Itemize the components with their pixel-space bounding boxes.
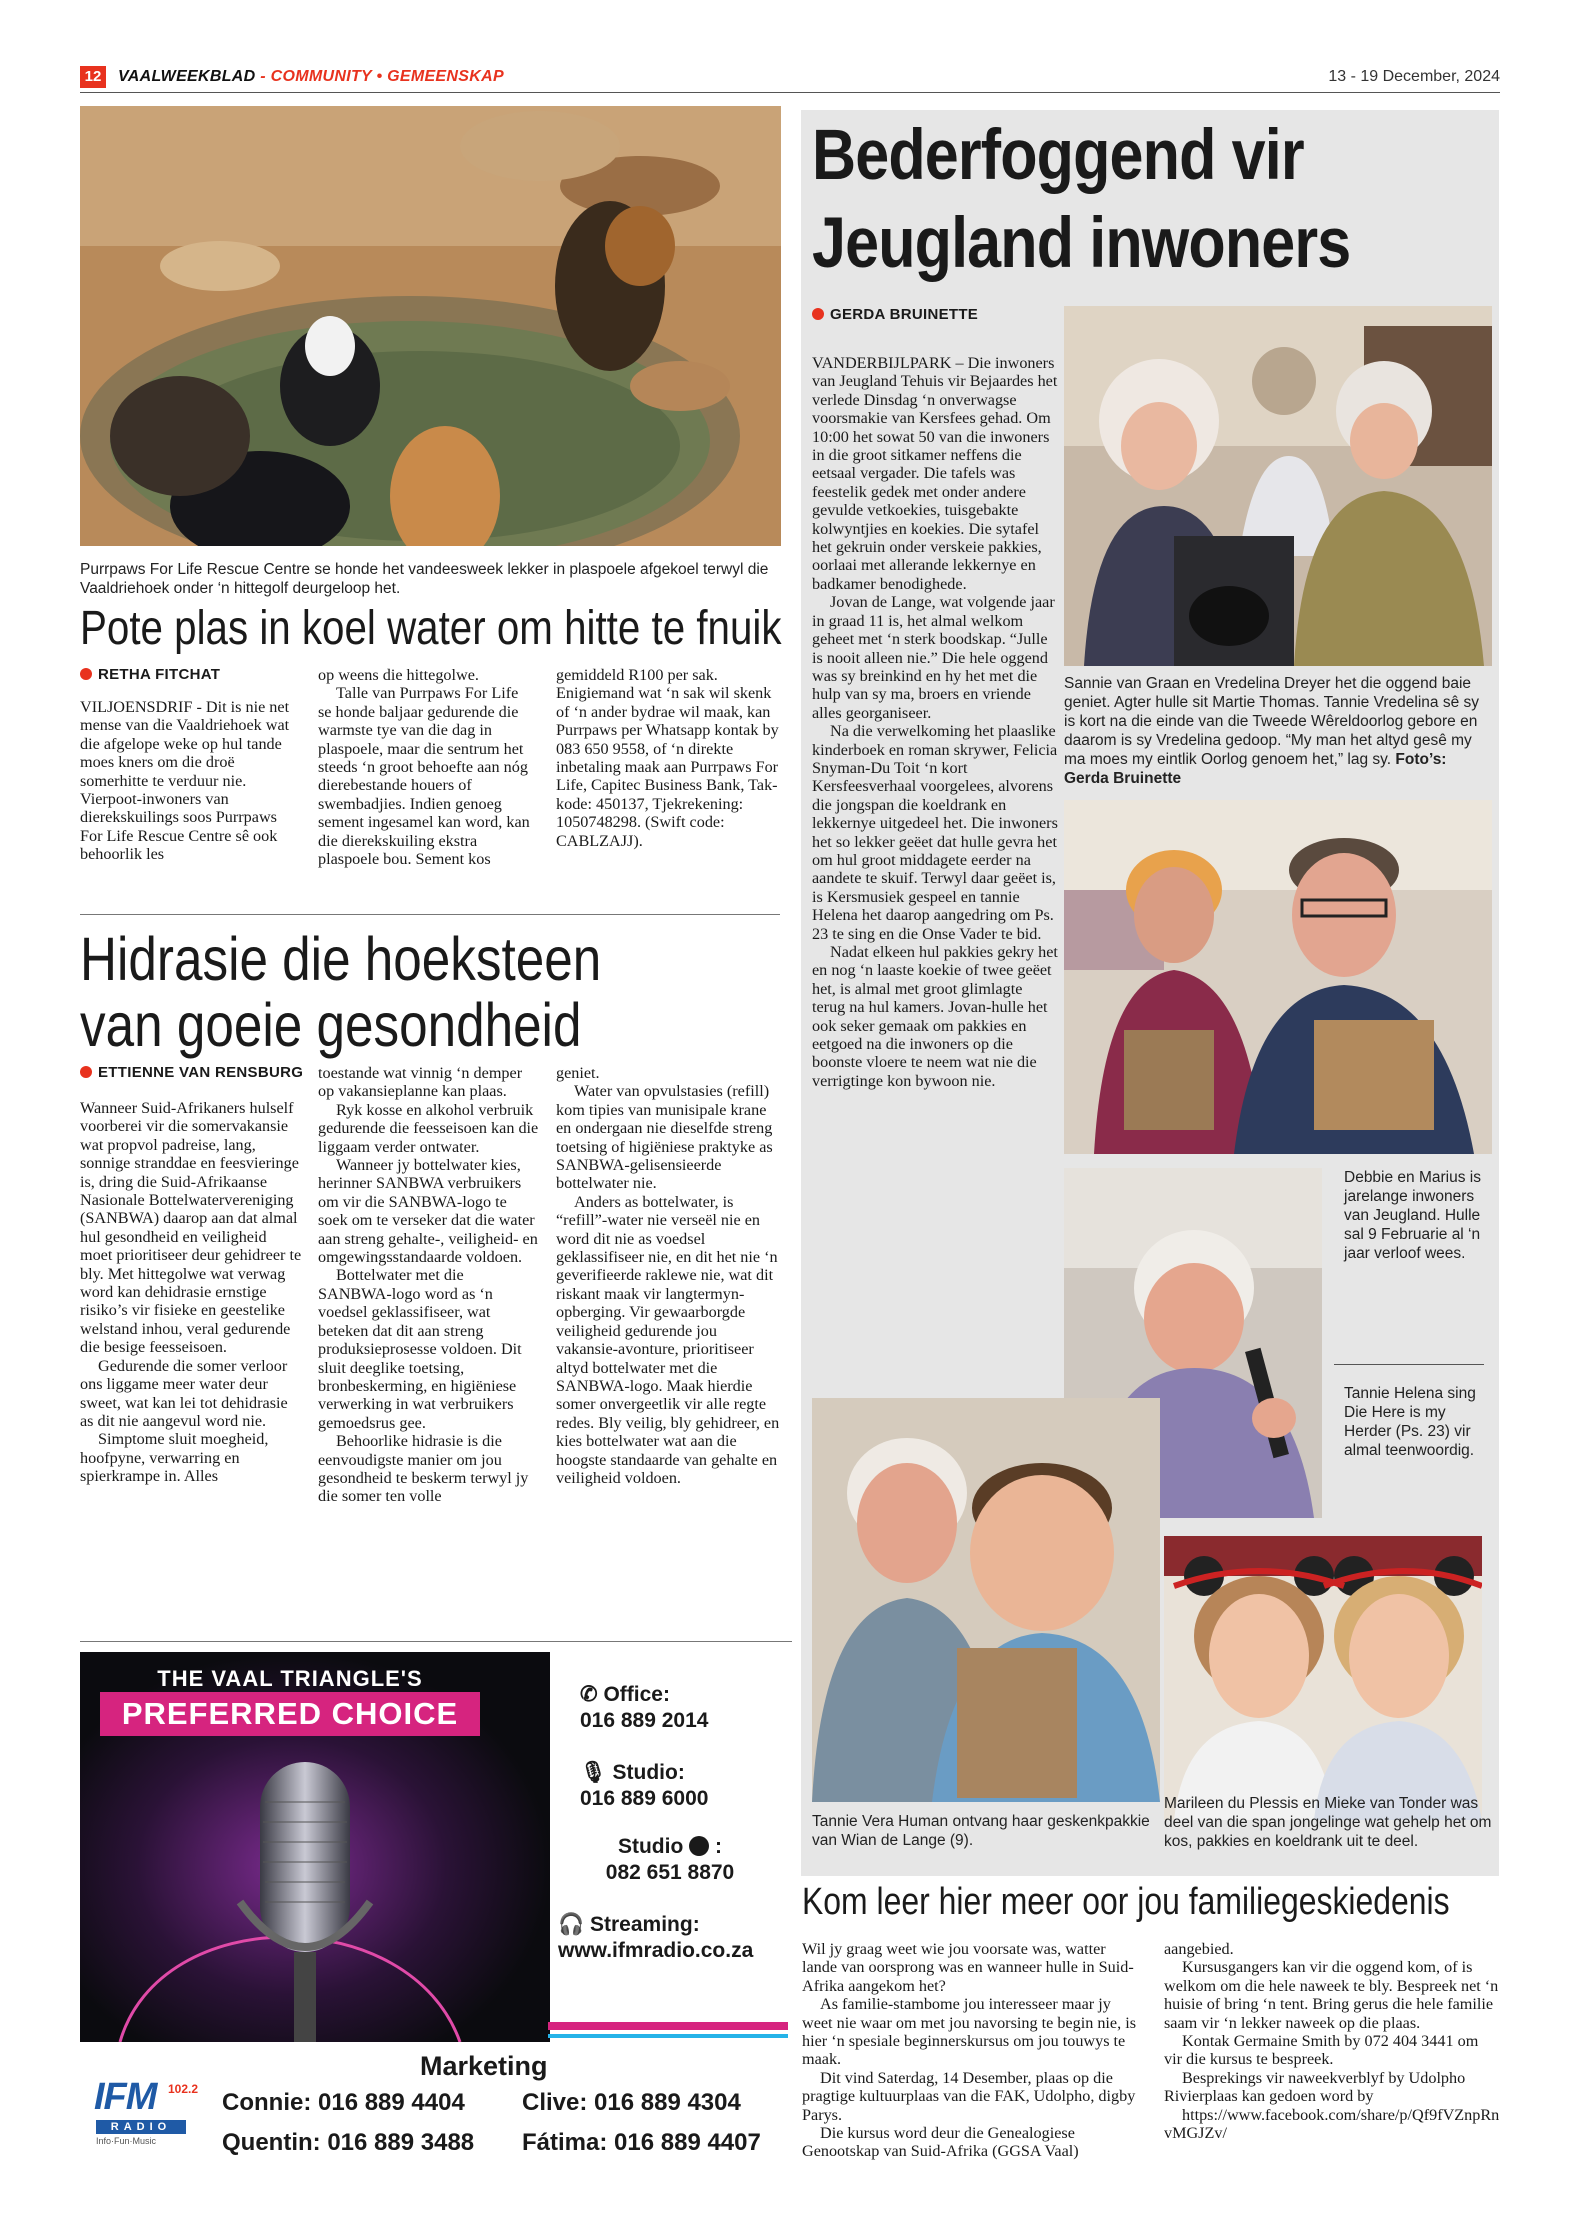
logo-radio: RADIO (96, 2120, 186, 2134)
genealogy-headline: Kom leer hier meer oor jou familiegeskiedenis (802, 1881, 1450, 1923)
marileen-mieke-photo (1164, 1536, 1482, 1820)
logo-wordmark: IFM (94, 2076, 157, 2118)
studio-number: 016 889 6000 (580, 1787, 709, 1810)
ifm-logo (88, 2072, 208, 2152)
jeugland-headline: Bederfoggend vir Jeugland inwoners (812, 116, 1351, 283)
advert-pink-bar (548, 2022, 788, 2030)
dogs-headline: Pote plas in koel water om hitte te fnuik (80, 602, 782, 655)
residents-photo-caption: Sannie van Graan en Vredelina Dreyer het die oggend baie geniet. Agter hulle sit Martie Thomas. Tannie Vredelina sê sy is kort na die einde van die Tweede Wêreldoorlog gebore en daarom is sy Vredelina gedoop. “My man het altyd gesê my ma moes my eintlik Oorlog genoem het,” lag sy. Foto’s: Gerda Bruinette (1064, 675, 1479, 787)
headphones-icon: 🎧 (558, 1913, 585, 1936)
marileen-mieke-caption: Marileen du Plessis en Mieke van Tonder was deel van die span jongelinge wat gehelp het om kos, pakkies en koeldrank uit te deel. (1164, 1795, 1492, 1850)
publication-name: VAALWEEKBLAD (118, 68, 256, 85)
advert-title-line2: PREFERRED CHOICE (100, 1692, 480, 1736)
studio-contact: 🎙 Studio: 016 889 6000 (580, 1760, 790, 1812)
genealogy-column-2: aangebied. Kursusgangers kan vir die oggend kom, of is welkom om die hele naweek te bly. Bespreek net ‘n huisie of bring ‘n tent. Bring gerus die hele familie saam vir ‘n lekker naweek op die plaas. Kontak Germaine Smith by 072 404 3441 om vir die kursus te bespreek. Besprekings vir naweekverblyf by Udolpho Rivierplaas kan gedoen word by https://www.facebook.com/share/p/Qf9fVZnpRnvMGJZv/ (1164, 1940, 1500, 2143)
hydration-headline: Hidrasie die hoeksteen van goeie gesondheid (80, 925, 602, 1059)
studio-whatsapp-number: 082 651 8870 (605, 1861, 735, 1884)
ifm-radio-advert: THE VAAL TRIANGLE'S PREFERRED CHOICE ✆ Office: 016 889 2014 🎙 Studio: 016 889 6000 Studio : 082 651 8870 🎧 Streaming: www.ifmradio.co.za Marketing IFM 102.2 RADIO Info·Fun·Music Connie: 016 889 4404 Clive: 016 889 4304 Quentin: 016 889 3488 Fátima: 016 889 4407 (80, 1652, 792, 2047)
jeugland-byline: GERDA BRUINETTE (812, 306, 978, 324)
office-number: 016 889 2014 (580, 1709, 709, 1732)
jeugland-body: VANDERBIJLPARK – Die inwoners van Jeugland Tehuis vir Bejaardes het verlede Dinsdag ‘n onverwagse voorsmakie van Kersfees gehad. Om 10:00 het sowat 50 van die inwoners in die groot sitkamer neffens die eetsaal vergader. Die tafels was feestelik gedek met onder andere gevulde vetkoekies, tuisgebakte kolwyntjies en koekies. Die sytafel het gekruin onder verskeie pakkies, oorlaai met allerande lekkernye en badkamer benodighede. Jovan de Lange, wat volgende jaar in graad 11 is, het almal welkom geheet met ‘n sterk boodskap. “Julle is nooit alleen nie.” Die hele oggend was sy breinkind en hy het met die hulp van sy ma, broers en vriende alles georganiseer. Na die verwelkoming het plaaslike kinderboek en roman skrywer, Felicia Snyman-Du Toit ‘n kort Kersfeesverhaal voorgelees, alvorens die jongspan die koeldrank en lekkernye uitgedeel het. Die inwoners het so lekker geëet dat hulle gevra het om hul groot middagete eerder na aandete te skuif. Terwyl daar geëet is, is Kersmusiek gespeel en tannie Helena het daarop aangedring om Ps. 23 te sing en die Onse Vader te bid. Nadat elkeen hul pakkies gekry het en nog ‘n laaste koekie of twee geëet het, is almal met groot glimlagte terug na hul kamers. Jovan-hulle het ook seker gemaak om pakkies en eetgoed na die inwoners op die boonste vloere te neem wat nie die verrigtinge kon bywoon nie. (812, 354, 1058, 1090)
residents-photo (1064, 306, 1492, 666)
dogs-byline: RETHA FITCHAT (80, 666, 220, 684)
advert-black-panel (80, 1652, 550, 2042)
page-number: 12 (80, 66, 106, 88)
byline-bullet-icon (80, 1066, 92, 1078)
debbie-marius-photo (1064, 800, 1492, 1154)
advert-title-line1: THE VAAL TRIANGLE'S (157, 1666, 423, 1691)
header-rule (80, 92, 1500, 93)
masthead (118, 66, 504, 88)
whatsapp-icon (689, 1836, 709, 1856)
microphone-icon: 🎙 (580, 1761, 607, 1784)
dogs-pool-photo (80, 106, 781, 546)
advert-top-rule (80, 1641, 792, 1642)
hydration-column-2: toestande wat vinnig ‘n demper op vakansieplanne kan plaas. Ryk kosse en alkohol verbruik gedurende die feesseisoen kan die liggaam verder ontwater. Wanneer jy bottelwater kies, herinner SANBWA verbruikers om vir die SANBWA-logo te soek om te verseker dat die water aan streng gehalte-, veiligheid- en omgewingsstandaarde voldoen. Bottelwater met die SANBWA-logo word as ‘n voedsel geklassifiseer, wat beteken dat dit aan streng produksieprosesse voldoen. Dit sluit deeglike toetsing, bronbeskerming, en higiëniese verwerking in wat verbruikers gemoedsrus gee. Behoorlike hidrasie is die eenvoudigste manier om jou gesondheid te beskerm terwyl jy die somer ten volle (318, 1064, 539, 1506)
logo-frequency: 102.2 (168, 2082, 199, 2096)
issue-date: 13 - 19 December, 2024 (1328, 68, 1500, 85)
dogs-column-1: VILJOENSDRIF - Dit is nie net mense van die Vaaldriehoek wat die afgelope weke op hul tande moes kners om die droë somerhitte te verduur nie. Vierpoot-inwoners van dierekskuilings soos Purrpaws For Life Rescue Centre sê ook behoorlik les (80, 698, 290, 864)
vera-wian-photo (812, 1398, 1160, 1802)
office-contact: ✆ Office: 016 889 2014 (580, 1682, 790, 1734)
dogs-column-2: op weens die hittegolwe. Talle van Purrpaws For Life se honde baljaar gedurende die warmste tye van die dag in plaspoele, maar die sentrum het steeds ‘n groot behoefte aan nóg dierebestande houers of swembadjies. Indien genoeg sement ingesamel kan word, kan die dierekskuiling ekstra plaspoele bou. Sement kos (318, 666, 530, 869)
streaming-url[interactable]: www.ifmradio.co.za (558, 1939, 754, 1962)
studio-whatsapp-contact: Studio : 082 651 8870 (580, 1834, 790, 1886)
vera-wian-caption: Tannie Vera Human ontvang haar geskenkpakkie van Wian de Lange (9). (812, 1813, 1150, 1849)
marketing-heading: Marketing (420, 2051, 548, 2081)
section-separator: - (255, 68, 271, 85)
byline-bullet-icon (812, 308, 824, 320)
phone-icon: ✆ (580, 1683, 598, 1706)
genealogy-column-1: Wil jy graag weet wie jou voorsate was, watter lande van oorsprong was en wanneer hulle in Suid-Afrika aangekom het? As familie-stambome jou interesseer maar jy weet nie waar om met jou navorsing te begin nie, is hier ‘n spesiale beginnerskursus om jou touwys te maak. Dit vind Saterdag, 14 Desember, plaas op die pragtige kultuurplaas van die FAK, Udolpho, digby Parys. Die kursus word deur die Genealogiese Genootskap van Suid-Afrika (GGSA Vaal) (802, 1940, 1137, 2161)
dogs-photo-caption: Purrpaws For Life Rescue Centre se honde het vandeesweek lekker in plaspoele afgekoel terwyl die Vaaldriehoek onder ‘n hittegolf deurgeloop het. (80, 561, 769, 597)
hydration-column-3: geniet. Water van opvulstasies (refill) kom tipies van munisipale krane en ondergaan nie dieselfde streng toetsing of higiëniese praktyke as SANBWA-gelisensieerde bottelwater nie. Anders as bottelwater, is “refill”-water nie verseël nie en word dit nie as voedsel geklassifiseer nie, en dit het nie ‘n geverifieerde raklewe nie, wat dit riskant maak vir langtermyn-opberging. Vir gewaarborgde veiligheid gedurende jou vakansie-avonture, prioritiseer altyd bottelwater met die SANBWA-logo. Maak hierdie somer onvergeetlik vir alle regte redes. Bly veilig, bly gehidreer, en kies bottelwater wat aan die hoogste standaarde van gehalte en veiligheid voldoen. (556, 1064, 780, 1487)
facebook-link[interactable]: https://www.facebook.com/share/p/Qf9fVZnpRnvMGJZv/ (1164, 2105, 1500, 2143)
helena-singing-caption: Tannie Helena sing Die Here is my Herder (Ps. 23) vir almal teenwoordig. (1344, 1385, 1476, 1459)
byline-bullet-icon (80, 668, 92, 680)
section-name: COMMUNITY • GEMEENSKAP (270, 68, 504, 85)
caption-divider (1334, 1364, 1484, 1365)
section-divider (80, 914, 780, 915)
logo-tagline: Info·Fun·Music (96, 2136, 157, 2146)
debbie-marius-caption: Debbie en Marius is jarelange inwoners van Jeugland. Hulle sal 9 Februarie al ‘n jaar verloof wees. (1344, 1169, 1481, 1262)
hydration-byline: ETTIENNE VAN RENSBURG (80, 1064, 303, 1082)
hydration-column-1: Wanneer Suid-Afrikaners hulself voorberei vir die somervakansie wat propvol padreise, lang, sonnige stranddae en feesvieringe is, dring die Suid-Afrikaanse Nasionale Bottelwatervereniging (SANBWA) daarop aan dat almal hul gesondheid en veiligheid moet prioritiseer deur gehidreer te bly. Met hittegolwe wat verwag word kan dehidrasie ernstige risiko’s vir fisieke en geestelike welstand inhou, veral gedurende die besige feesseisoen. Gedurende die somer verloor ons liggame meer water deur sweet, wat kan lei tot dehidrasie as dit nie aangevul word nie. Simptome sluit moegheid, hoofpyne, verwarring en spierkrampe in. Alles (80, 1099, 302, 1486)
page-header (80, 64, 1500, 92)
streaming-contact: 🎧 Streaming: www.ifmradio.co.za (558, 1912, 788, 1964)
dogs-column-3: gemiddeld R100 per sak. Enigiemand wat ‘n sak wil skenk of ‘n ander bydrae wil maak, kan Purrpaws per Whatsapp kontak by 083 650 9558, of ‘n direkte inbetaling maak aan Purrpaws For Life, Capitec Business Bank, Tak-kode: 450137, Tjekrekening: 1050748298. (Swift code: CABLZAJJ). (556, 666, 779, 850)
advert-blue-bar (548, 2034, 788, 2038)
